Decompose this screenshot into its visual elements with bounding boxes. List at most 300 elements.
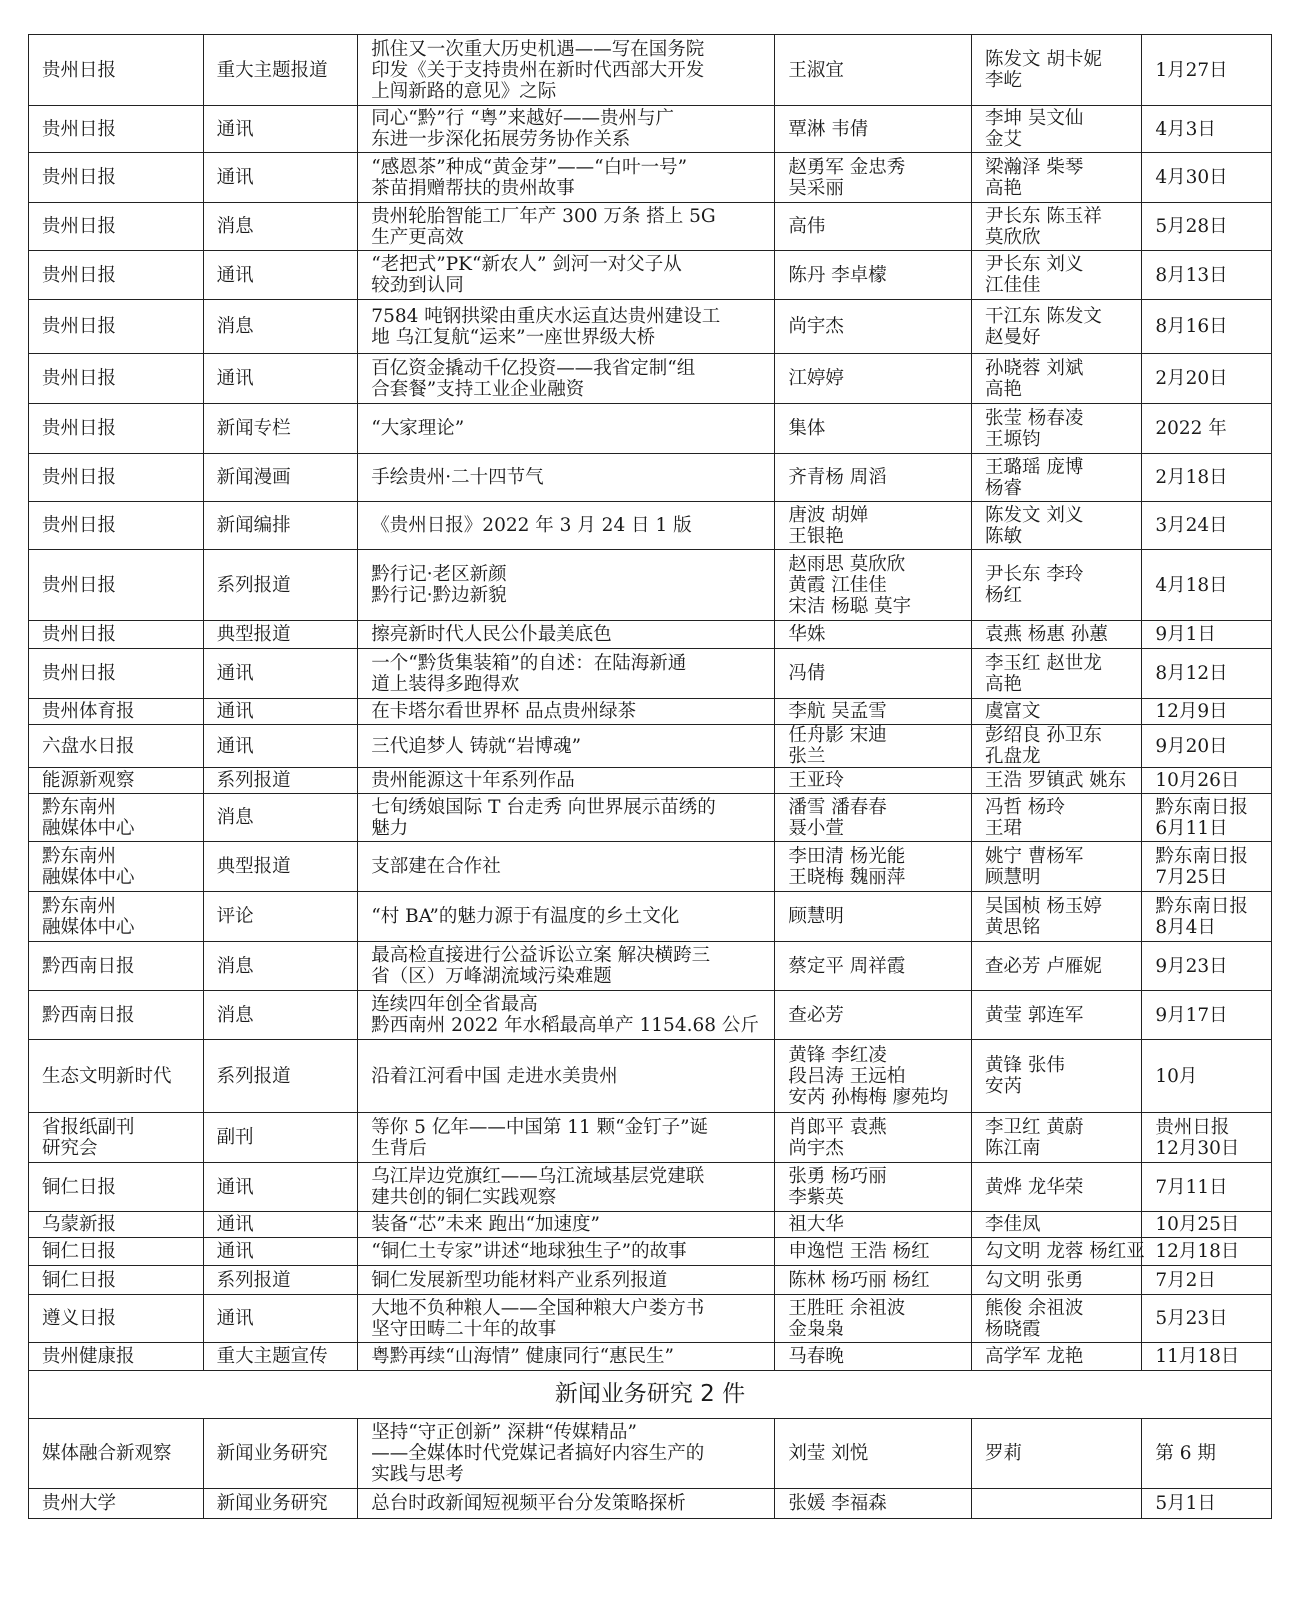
date-line: 12月18日 xyxy=(1155,1241,1240,1262)
title-line: 七旬绣娘国际 T 台走秀 向世界展示苗绣的 xyxy=(371,796,716,818)
unit-line: 贵州体育报 xyxy=(42,701,135,722)
cell-editors xyxy=(971,1040,1141,1113)
cell-unit xyxy=(29,502,204,550)
cell-date xyxy=(1142,454,1272,502)
cell-editors xyxy=(971,649,1141,699)
date-line: 9月1日 xyxy=(1155,624,1216,645)
category-line: 通讯 xyxy=(216,368,254,389)
date-line: 7月25日 xyxy=(1155,866,1228,888)
cell-editors xyxy=(971,1113,1141,1163)
date-line: 4月3日 xyxy=(1155,118,1216,140)
unit-line: 研究会 xyxy=(42,1137,98,1159)
table-row xyxy=(29,502,1272,550)
cell-editors xyxy=(971,153,1141,203)
authors-line: 金枭枭 xyxy=(788,1318,844,1340)
category-line: 典型报道 xyxy=(216,856,291,877)
table-row xyxy=(29,251,1272,300)
section-heading: 新闻业务研究 2 件 xyxy=(29,1371,1272,1419)
category-line: 通讯 xyxy=(216,167,254,188)
cell-title xyxy=(358,768,775,794)
cell-category xyxy=(203,502,358,550)
cell-category xyxy=(203,842,358,892)
title-line: 省（区）万峰湖流域污染难题 xyxy=(371,966,612,987)
cell-date xyxy=(1142,1343,1272,1371)
cell-authors xyxy=(775,1419,972,1489)
cell-authors xyxy=(775,454,972,502)
editors-line: 孙晓蓉 刘斌 xyxy=(984,357,1084,379)
authors-line: 唐波 胡婵 xyxy=(788,504,869,526)
cell-unit xyxy=(29,1163,204,1212)
cell-date xyxy=(1142,1113,1272,1163)
cell-authors xyxy=(775,1040,972,1113)
title-line: 魅力 xyxy=(371,817,409,839)
unit-line: 贵州日报 xyxy=(42,316,117,337)
category-line: 新闻业务研究 xyxy=(216,1493,328,1514)
cell-category xyxy=(203,203,358,251)
editors-line: 王浩 罗镇武 姚东 xyxy=(984,770,1127,791)
cell-date xyxy=(1142,1163,1272,1212)
cell-category xyxy=(203,454,358,502)
category-line: 典型报道 xyxy=(216,624,291,645)
cell-unit xyxy=(29,1040,204,1113)
unit-line: 生态文明新时代 xyxy=(42,1065,172,1087)
date-line: 8月13日 xyxy=(1155,264,1228,286)
category-line: 消息 xyxy=(216,807,254,828)
title-line: 擦亮新时代人民公仆最美底色 xyxy=(371,624,612,645)
cell-editors xyxy=(971,1266,1141,1295)
title-line: 生背后 xyxy=(371,1137,427,1159)
category-line: 重大主题宣传 xyxy=(216,1346,328,1367)
editors-line: 张莹 杨春凌 xyxy=(984,407,1084,429)
editors-line: 杨晓霞 xyxy=(984,1318,1041,1340)
category-line: 消息 xyxy=(216,955,254,977)
cell-editors xyxy=(971,892,1141,942)
date-line: 2022 年 xyxy=(1155,418,1227,439)
cell-date xyxy=(1142,991,1272,1040)
authors-line: 蔡定平 周祥霞 xyxy=(788,955,906,977)
cell-editors xyxy=(971,1163,1141,1212)
authors-line: 肖郎平 袁燕 xyxy=(788,1116,887,1138)
unit-line: 乌蒙新报 xyxy=(42,1214,117,1235)
authors-line: 查必芳 xyxy=(788,1004,844,1026)
editors-line: 王璐瑶 庞博 xyxy=(984,456,1084,478)
category-line: 通讯 xyxy=(216,1308,254,1329)
cell-authors xyxy=(775,699,972,725)
cell-date xyxy=(1142,621,1272,649)
unit-line: 贵州日报 xyxy=(42,59,117,81)
unit-line: 媒体融合新观察 xyxy=(42,1443,172,1464)
authors-line: 李紫英 xyxy=(788,1187,844,1208)
editors-line: 陈江南 xyxy=(984,1137,1041,1159)
editors-line: 陈敏 xyxy=(984,525,1022,547)
title-line: 抓住又一次重大历史机遇——写在国务院 xyxy=(371,38,705,60)
cell-authors xyxy=(775,842,972,892)
cell-category xyxy=(203,1266,358,1295)
authors-line: 集体 xyxy=(788,418,826,439)
table-row xyxy=(29,106,1272,153)
cell-editors xyxy=(971,550,1141,621)
authors-line: 陈林 杨巧丽 杨红 xyxy=(788,1269,930,1291)
cell-authors xyxy=(775,153,972,203)
cell-category xyxy=(203,1295,358,1343)
title-line: “铜仁土专家”讲述“地球独生子”的故事 xyxy=(371,1241,687,1262)
cell-editors xyxy=(971,251,1141,300)
editors-line: 高艳 xyxy=(984,378,1022,400)
cell-editors xyxy=(971,354,1141,404)
title-line: 《贵州日报》2022 年 3 月 24 日 1 版 xyxy=(371,515,692,536)
cell-date xyxy=(1142,794,1272,842)
title-line: 装备“芯”未来 跑出“加速度” xyxy=(371,1214,601,1235)
cell-unit xyxy=(29,768,204,794)
table-row xyxy=(29,892,1272,942)
cell-editors xyxy=(971,794,1141,842)
authors-line: 华姝 xyxy=(788,624,826,645)
cell-title xyxy=(358,1489,775,1519)
cell-editors xyxy=(971,1212,1141,1238)
cell-unit xyxy=(29,942,204,991)
unit-line: 遵义日报 xyxy=(42,1308,117,1329)
title-line: 黔行记·黔边新貌 xyxy=(371,585,507,606)
cell-category xyxy=(203,1113,358,1163)
cell-title xyxy=(358,1343,775,1371)
title-line: 上闯新路的意见》之际 xyxy=(371,80,557,102)
title-line: 地 乌江复航“运来”一座世界级大桥 xyxy=(371,326,656,348)
cell-date xyxy=(1142,842,1272,892)
unit-line: 铜仁日报 xyxy=(42,1269,117,1291)
editors-line: 干江东 陈发文 xyxy=(984,305,1102,327)
authors-line: 申逸恺 王浩 杨红 xyxy=(788,1241,930,1262)
editors-line: 孔盘龙 xyxy=(984,746,1041,767)
editors-line: 吴国桢 杨玉婷 xyxy=(984,895,1102,917)
editors-line: 高艳 xyxy=(984,177,1022,199)
title-line: 合套餐”支持工业企业融资 xyxy=(371,378,585,400)
editors-line: 黄思铭 xyxy=(984,916,1041,938)
table-row xyxy=(29,768,1272,794)
cell-unit xyxy=(29,725,204,768)
cell-title xyxy=(358,1266,775,1295)
editors-line: 查必芳 卢雁妮 xyxy=(984,955,1102,977)
cell-editors xyxy=(971,404,1141,454)
cell-unit xyxy=(29,300,204,354)
editors-line: 李佳凤 xyxy=(984,1214,1041,1235)
cell-authors xyxy=(775,550,972,621)
table-row xyxy=(29,794,1272,842)
title-line: 茶苗捐赠帮扶的贵州故事 xyxy=(371,177,575,199)
authors-line: 尚宇杰 xyxy=(788,316,844,337)
cell-date xyxy=(1142,1419,1272,1489)
table-row xyxy=(29,991,1272,1040)
editors-line: 李坤 吴文仙 xyxy=(984,108,1084,129)
editors-line: 李屹 xyxy=(984,70,1022,91)
authors-line: 潘雪 潘春春 xyxy=(788,796,887,818)
editors-line: 王塬钧 xyxy=(984,428,1041,450)
cell-date xyxy=(1142,354,1272,404)
date-line: 10月 xyxy=(1155,1065,1198,1087)
cell-authors xyxy=(775,1266,972,1295)
cell-authors xyxy=(775,1295,972,1343)
editors-line: 彭绍良 孙卫东 xyxy=(984,725,1102,746)
authors-line: 安芮 孙梅梅 廖苑均 xyxy=(788,1086,949,1108)
category-line: 通讯 xyxy=(216,1214,254,1235)
category-line: 新闻漫画 xyxy=(216,467,291,488)
editors-line: 李卫红 黄蔚 xyxy=(984,1116,1084,1138)
category-line: 评论 xyxy=(216,906,254,927)
authors-line: 王晓梅 魏丽萍 xyxy=(788,866,906,888)
unit-line: 贵州日报 xyxy=(42,368,117,389)
cell-title xyxy=(358,550,775,621)
cell-authors xyxy=(775,251,972,300)
cell-authors xyxy=(775,203,972,251)
cell-unit xyxy=(29,1419,204,1489)
unit-line: 黔西南日报 xyxy=(42,955,135,977)
authors-line: 马春晚 xyxy=(788,1346,844,1367)
unit-line: 贵州日报 xyxy=(42,515,117,536)
editors-line: 王珺 xyxy=(984,817,1022,839)
unit-line: 贵州大学 xyxy=(42,1493,117,1514)
cell-authors xyxy=(775,354,972,404)
category-line: 新闻业务研究 xyxy=(216,1443,328,1464)
cell-title xyxy=(358,942,775,991)
title-line: “老把式”PK“新农人” 剑河一对父子从 xyxy=(371,254,682,275)
category-line: 新闻编排 xyxy=(216,515,291,536)
editors-line: 陈发文 刘义 xyxy=(984,504,1084,526)
authors-line: 王银艳 xyxy=(788,525,844,547)
cell-date xyxy=(1142,725,1272,768)
authors-line: 李田清 杨光能 xyxy=(788,845,906,867)
editors-line: 虞富文 xyxy=(984,701,1041,722)
cell-title xyxy=(358,649,775,699)
cell-title xyxy=(358,300,775,354)
unit-line: 融媒体中心 xyxy=(42,866,135,888)
date-line: 5月1日 xyxy=(1155,1493,1216,1514)
cell-unit xyxy=(29,699,204,725)
cell-date xyxy=(1142,404,1272,454)
cell-title xyxy=(358,725,775,768)
editors-line: 金艾 xyxy=(984,129,1022,150)
cell-date xyxy=(1142,1212,1272,1238)
authors-line: 顾慧明 xyxy=(788,906,844,927)
cell-date xyxy=(1142,502,1272,550)
date-line: 8月16日 xyxy=(1155,316,1228,337)
authors-line: 高伟 xyxy=(788,216,826,237)
authors-line: 段吕涛 王远柏 xyxy=(788,1065,906,1087)
unit-line: 贵州日报 xyxy=(42,264,117,286)
category-line: 消息 xyxy=(216,1004,254,1026)
title-line: 大地不负种粮人——全国种粮大户娄方书 xyxy=(371,1297,705,1319)
title-line: 铜仁发展新型功能材料产业系列报道 xyxy=(371,1269,668,1291)
table-row xyxy=(29,1343,1272,1371)
cell-authors xyxy=(775,725,972,768)
cell-unit xyxy=(29,404,204,454)
title-line: 实践与思考 xyxy=(371,1464,464,1485)
editors-line: 安芮 xyxy=(984,1076,1022,1097)
date-line: 10月26日 xyxy=(1155,770,1240,791)
unit-line: 贵州日报 xyxy=(42,118,117,140)
title-line: 黔行记·老区新颜 xyxy=(371,564,507,585)
authors-line: 王胜旺 余祖波 xyxy=(788,1297,906,1319)
table-row xyxy=(29,1419,1272,1489)
award-list-page xyxy=(28,34,1272,1519)
unit-line: 省报纸副刊 xyxy=(42,1116,135,1138)
date-line: 黔东南日报 xyxy=(1155,796,1248,818)
title-line: 总台时政新闻短视频平台分发策略探析 xyxy=(371,1493,686,1514)
cell-authors xyxy=(775,794,972,842)
category-line: 通讯 xyxy=(216,663,254,684)
cell-date xyxy=(1142,649,1272,699)
cell-date xyxy=(1142,35,1272,106)
cell-category xyxy=(203,699,358,725)
authors-line: 陈丹 李卓檬 xyxy=(788,264,887,286)
cell-editors xyxy=(971,203,1141,251)
cell-category xyxy=(203,768,358,794)
cell-editors xyxy=(971,454,1141,502)
date-line: 11月18日 xyxy=(1155,1346,1240,1367)
date-line: 9月17日 xyxy=(1155,1004,1228,1026)
editors-line: 尹长东 刘义 xyxy=(984,254,1084,275)
category-line: 通讯 xyxy=(216,1241,254,1262)
editors-line: 尹长东 李玲 xyxy=(984,564,1084,585)
title-line: 一个“黔货集装箱”的自述：在陆海新通 xyxy=(371,652,687,674)
cell-category xyxy=(203,404,358,454)
title-line: 东进一步深化拓展劳务协作关系 xyxy=(371,129,631,150)
editors-line: 勾文明 龙蓉 杨红亚 xyxy=(984,1241,1145,1262)
cell-category xyxy=(203,725,358,768)
title-line: 7584 吨钢拱梁由重庆水运直达贵州建设工 xyxy=(371,305,721,327)
editors-line: 江佳佳 xyxy=(984,275,1041,296)
title-line: “感恩茶”种成“黄金芽”——“白叶一号” xyxy=(371,156,688,178)
section-heading-row xyxy=(29,1371,1272,1419)
cell-authors xyxy=(775,1238,972,1266)
authors-line: 李航 吴孟雪 xyxy=(788,701,887,722)
cell-title xyxy=(358,1113,775,1163)
cell-category xyxy=(203,621,358,649)
cell-date xyxy=(1142,1266,1272,1295)
authors-line: 黄锋 李红凌 xyxy=(788,1044,887,1066)
editors-line: 尹长东 陈玉祥 xyxy=(984,205,1102,227)
unit-line: 贵州日报 xyxy=(42,574,117,596)
authors-line: 任舟影 宋迪 xyxy=(788,725,887,746)
cell-editors xyxy=(971,842,1141,892)
editors-line: 勾文明 张勇 xyxy=(984,1269,1084,1291)
cell-unit xyxy=(29,1489,204,1519)
title-line: 支部建在合作社 xyxy=(371,856,501,877)
table-row xyxy=(29,203,1272,251)
unit-line: 融媒体中心 xyxy=(42,817,135,839)
title-line: 最高检直接进行公益诉讼立案 解决横跨三 xyxy=(371,945,711,966)
cell-authors xyxy=(775,1343,972,1371)
category-line: 通讯 xyxy=(216,264,254,286)
cell-authors xyxy=(775,621,972,649)
cell-date xyxy=(1142,892,1272,942)
cell-date xyxy=(1142,106,1272,153)
table-row xyxy=(29,550,1272,621)
cell-editors xyxy=(971,1343,1141,1371)
cell-authors xyxy=(775,35,972,106)
cell-title xyxy=(358,892,775,942)
cell-title xyxy=(358,203,775,251)
award-table xyxy=(28,34,1272,1519)
cell-title xyxy=(358,251,775,300)
date-line: 8月4日 xyxy=(1155,916,1216,938)
authors-line: 聂小萱 xyxy=(788,817,844,839)
title-line: ——全媒体时代党媒记者搞好内容生产的 xyxy=(371,1443,705,1464)
table-row xyxy=(29,1295,1272,1343)
date-line: 黔东南日报 xyxy=(1155,895,1248,917)
cell-unit xyxy=(29,1238,204,1266)
table-row xyxy=(29,1113,1272,1163)
cell-title xyxy=(358,153,775,203)
editors-line: 黄莹 郭连军 xyxy=(984,1004,1084,1026)
table-row xyxy=(29,300,1272,354)
category-line: 通讯 xyxy=(216,735,254,757)
editors-line: 冯哲 杨玲 xyxy=(984,796,1065,818)
unit-line: 六盘水日报 xyxy=(42,735,135,757)
authors-line: 张兰 xyxy=(788,746,826,767)
title-line: 坚守田畴二十年的故事 xyxy=(371,1318,557,1340)
unit-line: 贵州日报 xyxy=(42,167,117,188)
editors-line: 莫欣欣 xyxy=(984,226,1041,248)
date-line: 12月9日 xyxy=(1155,701,1228,722)
cell-unit xyxy=(29,203,204,251)
editors-line: 熊俊 余祖波 xyxy=(984,1297,1084,1319)
title-line: “大家理论” xyxy=(371,418,465,439)
cell-category xyxy=(203,354,358,404)
cell-editors xyxy=(971,502,1141,550)
cell-category xyxy=(203,153,358,203)
title-line: “村 BA”的魅力源于有温度的乡土文化 xyxy=(371,906,680,927)
cell-unit xyxy=(29,153,204,203)
cell-category xyxy=(203,550,358,621)
cell-category xyxy=(203,35,358,106)
unit-line: 贵州日报 xyxy=(42,624,117,645)
cell-category xyxy=(203,942,358,991)
editors-line: 顾慧明 xyxy=(984,866,1041,888)
unit-line: 黔东南州 xyxy=(42,895,117,917)
title-line: 道上装得多跑得欢 xyxy=(371,673,520,695)
cell-editors xyxy=(971,1419,1141,1489)
date-line: 6月11日 xyxy=(1155,817,1228,839)
cell-authors xyxy=(775,768,972,794)
cell-editors xyxy=(971,300,1141,354)
cell-date xyxy=(1142,1489,1272,1519)
cell-date xyxy=(1142,768,1272,794)
table-row xyxy=(29,621,1272,649)
editors-line: 黄锋 张伟 xyxy=(984,1055,1065,1076)
cell-authors xyxy=(775,106,972,153)
unit-line: 能源新观察 xyxy=(42,770,135,791)
cell-authors xyxy=(775,502,972,550)
cell-category xyxy=(203,251,358,300)
cell-unit xyxy=(29,1295,204,1343)
cell-title xyxy=(358,991,775,1040)
table-row xyxy=(29,725,1272,768)
title-line: 黔西南州 2022 年水稻最高单产 1154.68 公斤 xyxy=(371,1015,759,1036)
date-line: 贵州日报 xyxy=(1155,1116,1230,1138)
table-row xyxy=(29,1266,1272,1295)
cell-editors xyxy=(971,991,1141,1040)
authors-line: 张媛 李福森 xyxy=(788,1493,887,1514)
date-line: 黔东南日报 xyxy=(1155,845,1248,867)
cell-category xyxy=(203,649,358,699)
authors-line: 祖大华 xyxy=(788,1214,844,1235)
cell-editors xyxy=(971,106,1141,153)
cell-title xyxy=(358,1212,775,1238)
table-row xyxy=(29,35,1272,106)
cell-authors xyxy=(775,942,972,991)
cell-unit xyxy=(29,794,204,842)
authors-line: 尚宇杰 xyxy=(788,1137,844,1159)
title-line: 坚持“守正创新” 深耕“传媒精品” xyxy=(371,1422,638,1443)
